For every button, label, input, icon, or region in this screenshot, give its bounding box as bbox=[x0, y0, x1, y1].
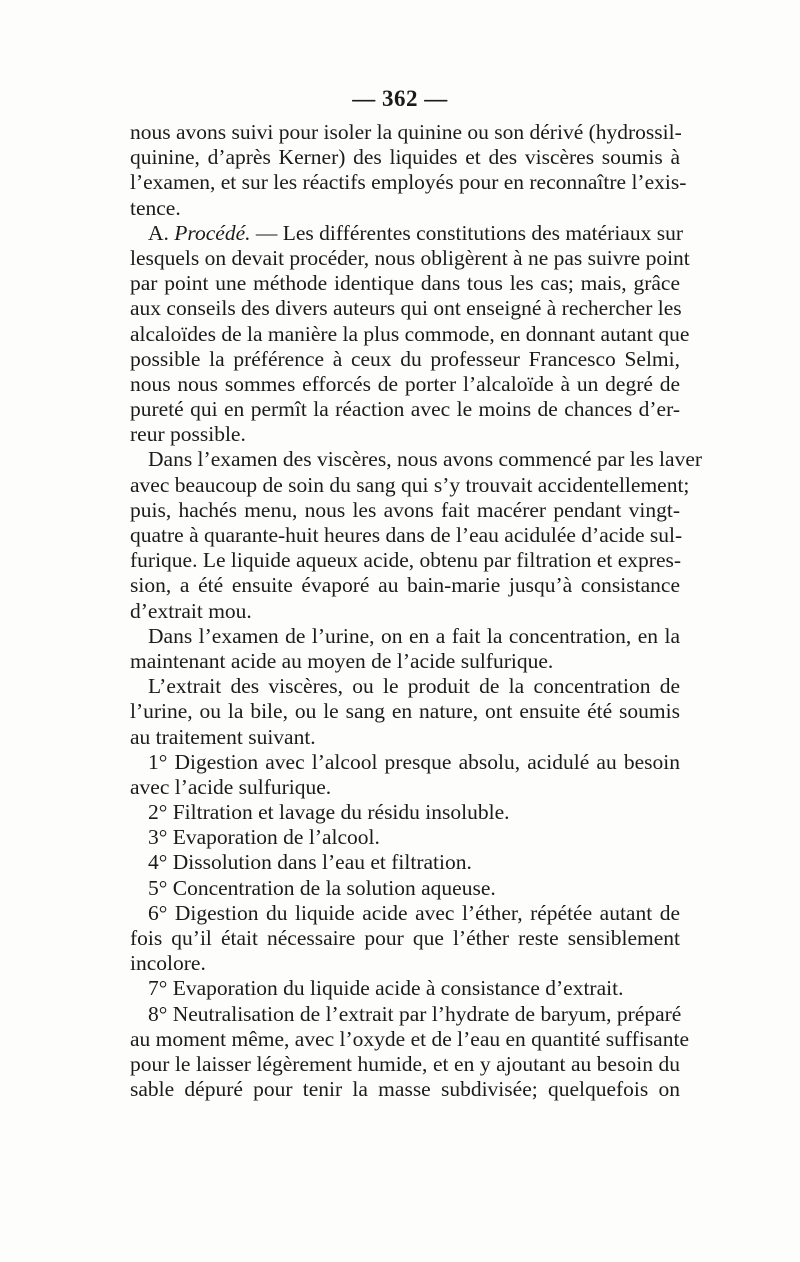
text-line: sion, a été ensuite évaporé au bain-marie jusqu’à consistance bbox=[130, 573, 680, 598]
text-line: tence. bbox=[130, 195, 181, 220]
text-line: au traitement suivant. bbox=[130, 724, 316, 749]
body-text bbox=[130, 120, 703, 1102]
page-number: — 362 — bbox=[352, 86, 448, 111]
text-line: 8° Neutralisation de l’extrait par l’hydrate de baryum, préparé bbox=[148, 1001, 682, 1026]
text-line: 7° Evaporation du liquide acide à consistance d’extrait. bbox=[148, 976, 624, 1001]
text-line: furique. Le liquide aqueux acide, obtenu par filtration et expres- bbox=[130, 548, 682, 573]
text-line: 3° Evaporation de l’alcool. bbox=[148, 825, 380, 850]
text-line: par point une méthode identique dans tous les cas; mais, grâce bbox=[130, 271, 680, 296]
text-line bbox=[130, 220, 683, 246]
text-line: avec l’acide sulfurique. bbox=[130, 774, 332, 799]
text-line: au moment même, avec l’oxyde et de l’eau en quantité suffisante bbox=[130, 1026, 689, 1051]
text-line: pour le laisser légèrement humide, et en y ajoutant au besoin du bbox=[130, 1051, 680, 1076]
text-line: nous avons suivi pour isoler la quinine ou son dérivé (hydrossil- bbox=[130, 120, 682, 144]
text-line: quatre à quarante-huit heures dans de l’eau acidulée d’acide sul- bbox=[130, 523, 683, 547]
section-heading: Procédé. bbox=[174, 220, 251, 245]
text-line: puis, hachés menu, nous les avons fait macérer pendant vingt- bbox=[130, 497, 680, 522]
text-line: incolore. bbox=[130, 951, 206, 976]
text-line: 4° Dissolution dans l’eau et filtration. bbox=[148, 850, 472, 875]
text-line: nous nous sommes efforcés de porter l’alcaloïde à un degré de bbox=[130, 371, 680, 396]
text-line: l’examen, et sur les réactifs employés pour en reconnaître l’exis- bbox=[130, 170, 687, 195]
text-line: lesquels on devait procéder, nous obligèrent à ne pas suivre point bbox=[130, 245, 690, 270]
text-line: 5° Concentration de la solution aqueuse. bbox=[148, 875, 496, 900]
text-line: pureté qui en permît la réaction avec le moins de chances d’er- bbox=[130, 397, 680, 422]
text-line: alcaloïdes de la manière la plus commode, en donnant autant que bbox=[130, 321, 690, 346]
text-line: aux conseils des divers auteurs qui ont enseigné à rechercher les bbox=[130, 296, 682, 321]
text-line: Dans l’examen de l’urine, on en a fait la concentration, en la bbox=[148, 623, 680, 648]
text-line: l’urine, ou la bile, ou le sang en nature, ont ensuite été soumis bbox=[130, 699, 680, 724]
text-line: quinine, d’après Kerner) des liquides et des viscères soumis à bbox=[130, 145, 680, 170]
text-line: possible la préférence à ceux du professeur Francesco Selmi, bbox=[130, 346, 680, 371]
text-line: Dans l’examen des viscères, nous avons commencé par les laver bbox=[148, 447, 703, 472]
text-line: L’extrait des viscères, ou le produit de la concentration de bbox=[148, 674, 680, 699]
text-line: 2° Filtration et lavage du résidu insoluble. bbox=[148, 800, 510, 825]
text-line: reur possible. bbox=[130, 422, 246, 447]
line-text: — Les différentes constitutions des matériaux sur bbox=[250, 220, 683, 245]
section-letter: A. bbox=[148, 220, 175, 245]
text-line: 1° Digestion avec l’alcool presque absolu, acidulé au besoin bbox=[148, 749, 680, 774]
text-line: 6° Digestion du liquide acide avec l’éther, répétée autant de bbox=[148, 900, 680, 925]
text-line: maintenant acide au moyen de l’acide sulfurique. bbox=[130, 648, 554, 673]
text-line: avec beaucoup de soin du sang qui s’y trouvait accidentellement; bbox=[130, 472, 690, 497]
text-line: sable dépuré pour tenir la masse subdivisée; quelquefois on bbox=[130, 1077, 680, 1102]
text-line: fois qu’il était nécessaire pour que l’éther reste sensiblement bbox=[130, 926, 680, 950]
text-line: d’extrait mou. bbox=[130, 598, 252, 623]
